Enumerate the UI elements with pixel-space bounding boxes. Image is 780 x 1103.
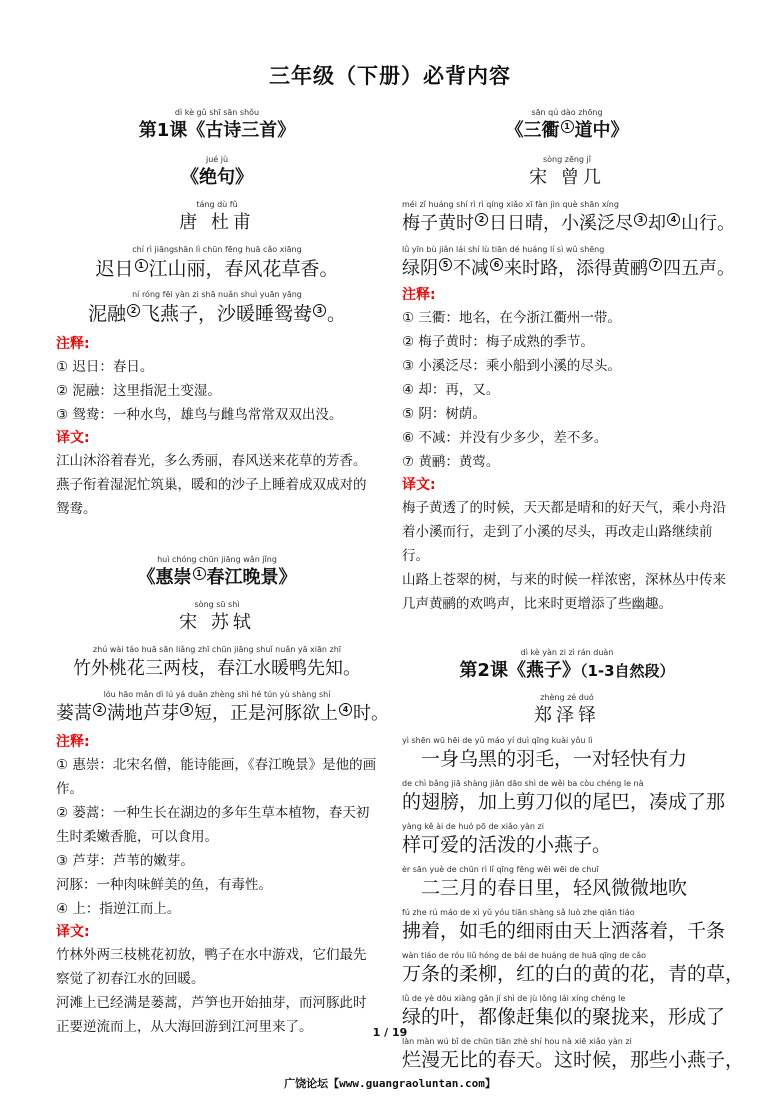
translation-label: 译文: bbox=[402, 477, 436, 493]
prose-line: 一身乌黑的羽毛，一对轻快有力 bbox=[402, 748, 688, 770]
notes-label: 注释: bbox=[56, 336, 90, 352]
pinyin: sòng zēng jǐ bbox=[542, 155, 591, 164]
pinyin: zhèng zé duó bbox=[540, 693, 594, 702]
note: ④ 上：指逆江而上。 bbox=[56, 901, 181, 917]
pinyin: de chì bǎng jiā shàng jiǎn dāo shì de wěi ba còu chéng le nà bbox=[402, 779, 644, 788]
pinyin: ní róng fēi yàn zi shā nuǎn shuì yuān yāng bbox=[132, 290, 302, 299]
pinyin: èr sān yuè de chūn rì lǐ qīng fēng wēi wēi de chuī bbox=[402, 865, 599, 874]
prose-line: 烂漫无比的春天。这时候，那些小燕子， bbox=[402, 1049, 745, 1071]
poem-2-line-2: 蒌蒿 2 满地芦芽 3 短，正是河豚欲上 4 时。 bbox=[56, 703, 389, 724]
pinyin: sān qú dào zhōng bbox=[531, 108, 603, 117]
pinyin: jué jù bbox=[205, 155, 229, 164]
poem-3-line-2: 绿阴 5 不减 6 来时路，添得黄鹂 7 四五声。 bbox=[402, 258, 735, 279]
page-number: 1 / 19 bbox=[372, 1026, 408, 1039]
pinyin: huì chóng chūn jiāng wǎn jǐng bbox=[157, 555, 277, 564]
pinyin: yì shēn wū hēi de yǔ máo yí duì qīng kuài yǒu lì bbox=[402, 736, 593, 745]
notes-label: 注释: bbox=[402, 287, 436, 303]
pinyin: lóu hāo mǎn dì lú yá duǎn zhèng shì hé tún yù shàng shí bbox=[103, 690, 331, 699]
translation: 山路上苍翠的树，与来的时候一样浓密，深林丛中传来几声黄鹂的欢鸣声，比来时更增添了些幽趣。 bbox=[402, 572, 726, 612]
note: ③ 鸳鸯：一种水鸟，雄鸟与雌鸟常常双双出没。 bbox=[56, 407, 343, 423]
prose-line: 的翅膀，加上剪刀似的尾巴，凑成了那 bbox=[402, 791, 726, 813]
lesson-1-title: 第1课《古诗三首》 bbox=[138, 120, 296, 141]
pinyin: làn màn wú bǐ de chūn tiān zhè shí hou nà xiē xiǎo yàn zi bbox=[402, 1037, 632, 1046]
prose-line: 二三月的春日里，轻风微微地吹 bbox=[402, 877, 688, 899]
translation: 河滩上已经满是蒌蒿，芦笋也开始抽芽，而河豚此时正要逆流而上，从大海回游到江河里来了。 bbox=[56, 995, 367, 1035]
translation-label: 译文: bbox=[56, 924, 90, 940]
note: ① 三衢：地名，在今浙江衢州一带。 bbox=[402, 310, 621, 326]
prose-line: 样可爱的活泼的小燕子。 bbox=[402, 834, 612, 856]
poem-1-line-1: 迟日 1 江山丽，春风花草香。 bbox=[95, 258, 339, 280]
pinyin: sòng sū shì bbox=[194, 600, 240, 609]
lesson-2-author: 郑泽铎 bbox=[534, 705, 600, 726]
note: ⑤ 阴：树荫。 bbox=[402, 406, 486, 422]
page-title: 三年级（下册）必背内容 bbox=[269, 64, 511, 88]
note: ④ 却：再，又。 bbox=[402, 382, 500, 398]
translation: 竹林外两三枝桃花初放，鸭子在水中游戏，它们最先察觉了初春江水的回暖。 bbox=[56, 947, 367, 987]
prose-line: 拂着，如毛的细雨由天上洒落着，千条 bbox=[402, 920, 726, 942]
poem-2-author: 宋 苏轼 bbox=[179, 612, 255, 633]
pinyin: dì kè yàn zi zì rán duàn bbox=[520, 648, 614, 657]
note: ② 蒌蒿：一种生长在湖边的多年生草本植物，春天初生时柔嫩香脆，可以食用。 bbox=[56, 805, 370, 845]
note: ⑦ 黄鹂：黄莺。 bbox=[402, 454, 500, 470]
pinyin: wàn tiáo de róu liǔ hóng de bái de huáng de huā qīng de cǎo bbox=[402, 951, 647, 960]
poem-3-author: 宋 曾几 bbox=[529, 167, 605, 188]
translation: 江山沐浴着春光，多么秀丽，春风送来花草的芳香。 bbox=[56, 453, 367, 469]
poem-1-line-2: 泥融 2 飞燕子，沙暖睡鸳鸯 3 。 bbox=[87, 303, 347, 325]
poem-1-title: 《绝句》 bbox=[181, 167, 253, 188]
note: ① 惠崇：北宋名僧，能诗能画，《春江晚景》是他的画作。 bbox=[56, 757, 377, 797]
notes-label: 注释: bbox=[56, 734, 90, 750]
note: ③ 小溪泛尽：乘小船到小溪的尽头。 bbox=[402, 358, 621, 374]
poem-3-line-1: 梅子黄时 2 日日晴，小溪泛尽 3 却 4 山行。 bbox=[402, 213, 735, 234]
note: ⑥ 不减：并没有少多少，差不多。 bbox=[402, 430, 608, 446]
footer: 广饶论坛【www.guangraoluntan.com】 bbox=[284, 1077, 496, 1090]
translation: 梅子黄透了的时候，天天都是晴和的好天气，乘小舟沿着小溪而行，走到了小溪的尽头，再改走山路继续前行。 bbox=[402, 500, 726, 564]
translation-label: 译文: bbox=[56, 430, 90, 446]
poem-2-line-1: 竹外桃花三两枝，春江水暖鸭先知。 bbox=[73, 658, 361, 679]
poem-1-author: 唐 杜甫 bbox=[179, 212, 255, 233]
pinyin: lǜ yīn bù jiǎn lái shí lù tiān dé huáng lí sì wǔ shēng bbox=[402, 245, 605, 254]
lesson-2-title: 第2课《燕子》（1-3自然段） bbox=[459, 660, 675, 681]
translation: 燕子衔着湿泥忙筑巢，暖和的沙子上睡着成双成对的鸳鸯。 bbox=[56, 477, 367, 517]
pinyin: dì kè gǔ shī sān shǒu bbox=[174, 108, 260, 117]
note: 河豚：一种肉味鲜美的鱼，有毒性。 bbox=[56, 877, 272, 893]
note: ② 泥融：这里指泥土变湿。 bbox=[56, 383, 221, 399]
pinyin: méi zǐ huáng shí rì rì qíng xiǎo xī fàn jìn què shān xíng bbox=[402, 200, 619, 209]
poem-2-title: 《惠崇 1 春江晚景》 bbox=[137, 567, 297, 588]
right-column bbox=[402, 100, 745, 1072]
pinyin: zhú wài táo huā sān liǎng zhī chūn jiāng shuǐ nuǎn yā xiān zhī bbox=[93, 645, 341, 654]
note: ① 迟日：春日。 bbox=[56, 359, 154, 375]
note: ② 梅子黄时：梅子成熟的季节。 bbox=[402, 334, 594, 350]
note: ③ 芦芽：芦苇的嫩芽。 bbox=[56, 853, 194, 869]
pinyin: táng dù fǔ bbox=[196, 200, 238, 209]
left-column bbox=[56, 100, 389, 1039]
pinyin: chí rì jiāngshān lì chūn fēng huā cǎo xiāng bbox=[132, 245, 302, 254]
poem-3-title: 《三衢 1 道中》 bbox=[505, 120, 629, 141]
pinyin: fú zhe rú máo de xì yǔ yóu tiān shàng sǎ luò zhe qiān tiáo bbox=[402, 908, 635, 917]
pinyin: lǜ de yè dōu xiàng gǎn jí shì de jù lǒng lái xíng chéng le bbox=[402, 994, 626, 1003]
prose-line: 绿的叶，都像赶集似的聚拢来，形成了 bbox=[402, 1006, 726, 1028]
pinyin: yàng kě ài de huó pō de xiǎo yàn zi bbox=[402, 822, 544, 831]
prose-line: 万条的柔柳，红的白的黄的花，青的草， bbox=[402, 963, 745, 985]
